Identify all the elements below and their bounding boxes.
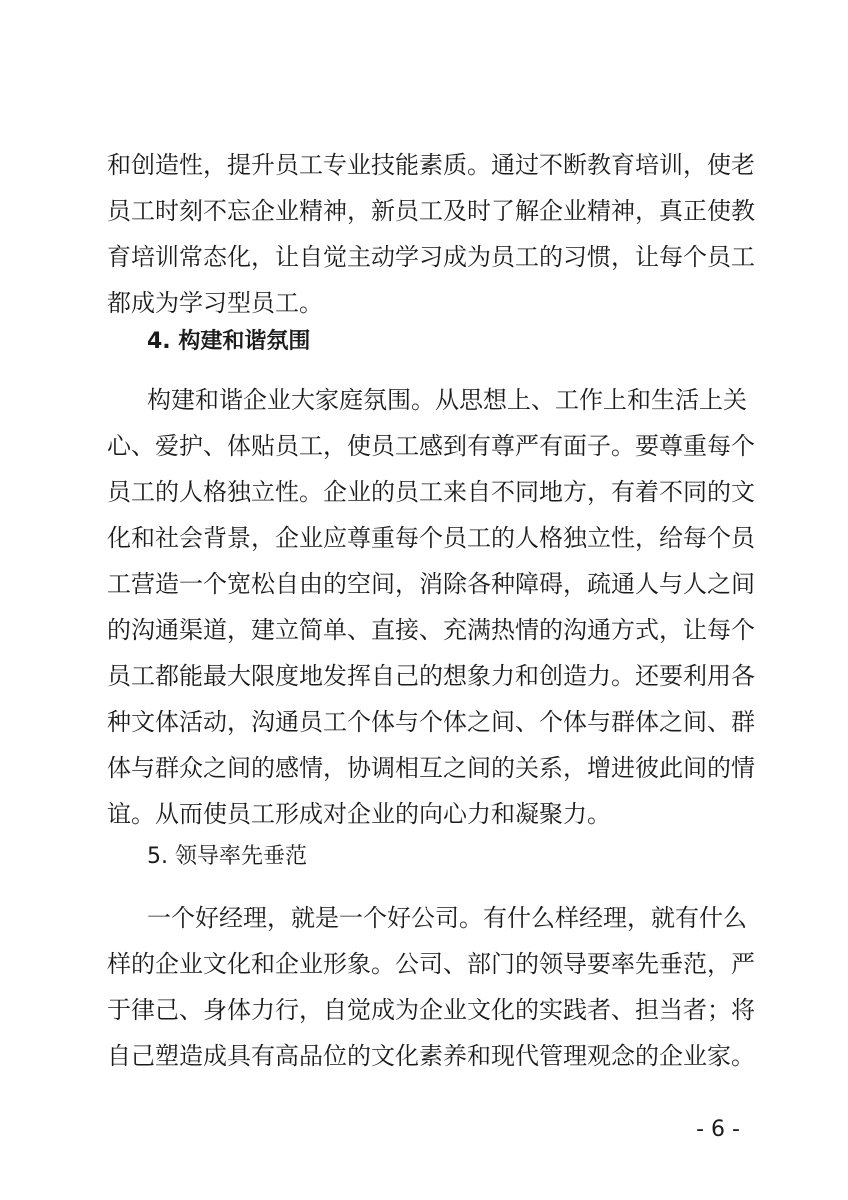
paragraph-line: 都成为学习型员工。 [107,289,323,317]
paragraph-line: 工营造一个宽松自由的空间，消除各种障碍，疏通人与人之间 [107,570,755,598]
paragraph-line: 自己塑造成具有高品位的文化素养和现代管理观念的企业家。 [107,1042,755,1070]
paragraph-line: 谊。从而使员工形成对企业的向心力和凝聚力。 [107,800,611,828]
section-heading: 5. 领导率先垂范 [147,844,307,869]
paragraph-line: 员工都能最大限度地发挥自己的想象力和创造力。还要利用各 [107,662,755,690]
paragraph-line: 种文体活动，沟通员工个体与个体之间、个体与群体之间、群 [107,708,755,736]
paragraph-line: 和创造性，提升员工专业技能素质。通过不断教育培训，使老 [107,151,755,179]
paragraph-line: 育培训常态化，让自觉主动学习成为员工的习惯，让每个员工 [107,243,755,271]
paragraph-line: 员工的人格独立性。企业的员工来自不同地方，有着不同的文 [107,478,755,506]
paragraph-line: 员工时刻不忘企业精神，新员工及时了解企业精神，真正使教 [107,197,755,225]
section-heading: 4. 构建和谐氛围 [147,329,311,354]
paragraph-line: 体与群众之间的感情，协调相互之间的关系，增进彼此间的情 [107,754,755,782]
paragraph-line: 的沟通渠道，建立简单、直接、充满热情的沟通方式，让每个 [107,616,755,644]
paragraph-line: 样的企业文化和企业形象。公司、部门的领导要率先垂范，严 [107,950,755,978]
paragraph-line: 一个好经理，就是一个好公司。有什么样经理，就有什么 [147,904,747,932]
paragraph-line: 构建和谐企业大家庭氛围。从思想上、工作上和生活上关 [147,386,747,414]
paragraph-line: 于律己、身体力行，自觉成为企业文化的实践者、担当者；将 [107,996,755,1024]
page-number: - 6 - [696,1117,740,1142]
paragraph-line: 心、爱护、体贴员工，使员工感到有尊严有面子。要尊重每个 [107,432,755,460]
paragraph-line: 化和社会背景，企业应尊重每个员工的人格独立性，给每个员 [107,524,755,552]
